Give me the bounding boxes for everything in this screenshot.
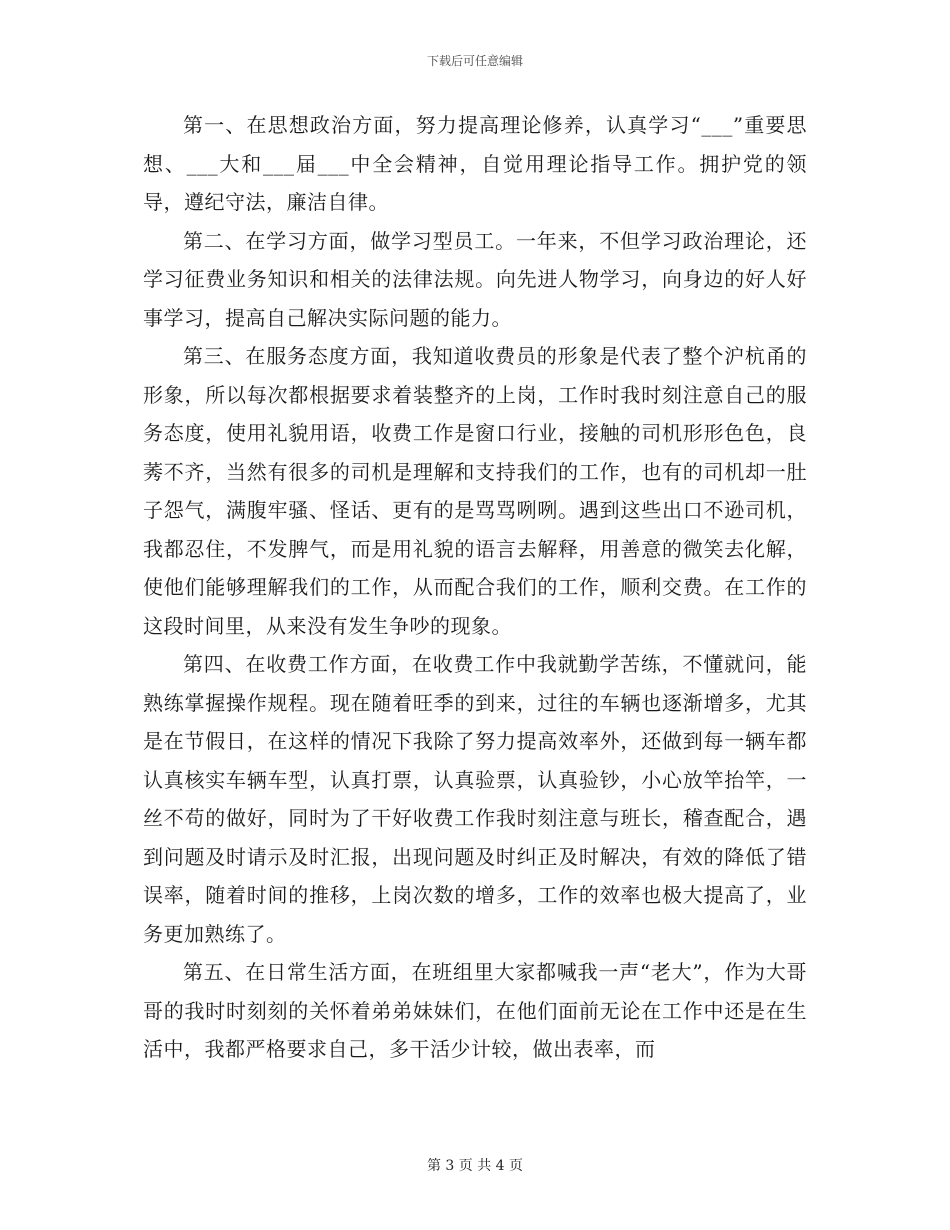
paragraph-3: 第三、在服务态度方面，我知道收费员的形象是代表了整个沪杭甬的形象，所以每次都根据要求着装整齐的上岗，工作时我时刻注意自己的服务态度，使用礼貌用语，收费工作是窗口行业，接触的司机形形色色，良莠不齐，当然有很多的司机是理解和支持我们的工作，也有的司机却一肚子怨气，满腹牢骚、怪话、更有的是骂骂咧咧。遇到这些出口不逊司机，我都忍住，不发脾气，而是用礼貌的语言去解释，用善意的微笑去化解，使他们能够理解我们的工作，从而配合我们的工作，顺利交费。在工作的这段时间里，从来没有发生争吵的现象。	[143, 344, 807, 638]
paragraph-1: 第一、在思想政治方面，努力提高理论修养，认真学习“___”重要思想、___大和___届___中全会精神，自觉用理论指导工作。拥护党的领导，遵纪守法，廉洁自律。	[143, 113, 807, 214]
paragraph-2: 第二、在学习方面，做学习型员工。一年来，不但学习政治理论，还学习征费业务知识和相关的法律法规。向先进人物学习，向身边的好人好事学习，提高自己解决实际问题的能力。	[143, 228, 807, 330]
page-header: 下载后可任意编辑	[426, 54, 523, 68]
paragraph-4: 第四、在收费工作方面，在收费工作中我就勤学苦练，不懂就问，能熟练掌握操作规程。现在随着旺季的到来，过往的车辆也逐渐增多，尤其是在节假日，在这样的情况下我除了努力提高效率外，还做到每一辆车都认真核实车辆车型，认真打票，认真验票，认真验钞，小心放竿抬竿，一丝不苟的做好，同时为了干好收费工作我时刻注意与班长，稽查配合，遇到问题及时请示及时汇报，出现问题及时纠正及时解决，有效的降低了错误率，随着时间的推移，上岗次数的增多，工作的效率也极大提高了，业务更加熟练了。	[143, 652, 807, 946]
page-number: 第 3 页 共 4 页	[426, 1158, 524, 1174]
document-body	[143, 106, 807, 1069]
paragraph-5: 第五、在日常生活方面，在班组里大家都喊我一声“老大”，作为大哥哥的我时时刻刻的关怀着弟弟妹妹们，在他们面前无论在工作中还是在生活中，我都严格要求自己，多干活少计较，做出表率，而	[143, 960, 807, 1061]
